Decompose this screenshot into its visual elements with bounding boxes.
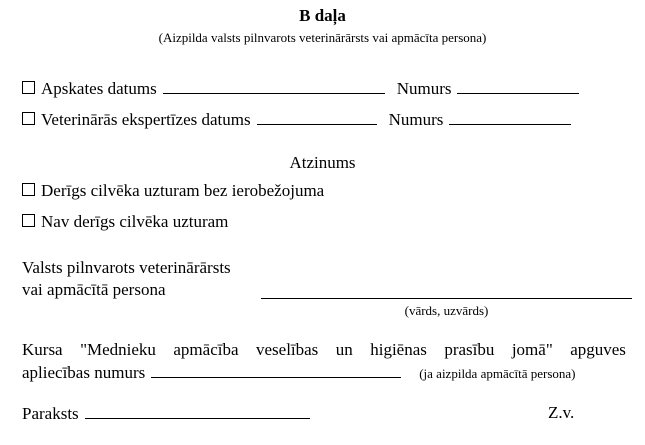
official-label-line1: Valsts pilnvarots veterinārārsts [22,258,231,277]
inspection-row [22,78,579,99]
expertise-date-label: Veterinārās ekspertīzes datums [41,110,251,129]
fit-label: Derīgs cilvēka uzturam bez ierobežojuma [41,181,325,200]
course-word: Kursa [22,340,63,359]
expertise-date-checkbox[interactable] [22,112,35,125]
seal-label: Z.v. [548,403,575,422]
unfit-checkbox[interactable] [22,214,35,227]
signature-row [22,403,310,424]
unfit-label: Nav derīgs cilvēka uzturam [41,212,229,231]
official-name-field[interactable] [261,298,632,299]
certificate-number-field[interactable] [151,362,401,378]
opinion-fit-row [22,181,324,201]
expertise-date-field[interactable] [257,109,377,125]
certificate-note: (ja aizpilda apmācītā persona) [419,366,576,381]
course-word: "Mednieku [80,340,156,359]
opinion-unfit-row [22,212,228,232]
expertise-number-label: Numurs [388,110,444,129]
document-title: B daļa [299,6,346,25]
inspection-date-checkbox[interactable] [22,81,35,94]
expertise-row [22,109,571,130]
signature-field[interactable] [85,403,310,419]
inspection-date-field[interactable] [163,78,385,94]
official-label-line2: vai apmācītā persona [22,280,166,299]
opinion-heading: Atzinums [289,153,356,172]
course-word: jomā" [511,340,553,359]
fit-checkbox[interactable] [22,183,35,196]
course-word: apmācība [173,340,239,359]
course-word: higiēnas [370,340,427,359]
signature-label: Paraksts [22,404,79,423]
course-word: un [335,340,353,359]
document-subtitle: (Aizpilda valsts pilnvarots veterinārārsts vai apmācīta persona) [158,30,487,45]
course-line2 [22,362,576,383]
course-word: prasību [444,340,495,359]
expertise-number-field[interactable] [449,109,571,125]
course-word: apguves [570,340,626,359]
inspection-date-label: Apskates datums [41,79,157,98]
inspection-number-label: Numurs [396,79,452,98]
course-line1 [22,340,626,360]
course-word: veselības [255,340,319,359]
official-name-caption: (vārds, uzvārds) [404,303,489,318]
inspection-number-field[interactable] [457,78,579,94]
certificate-number-label: apliecības numurs [22,363,146,382]
